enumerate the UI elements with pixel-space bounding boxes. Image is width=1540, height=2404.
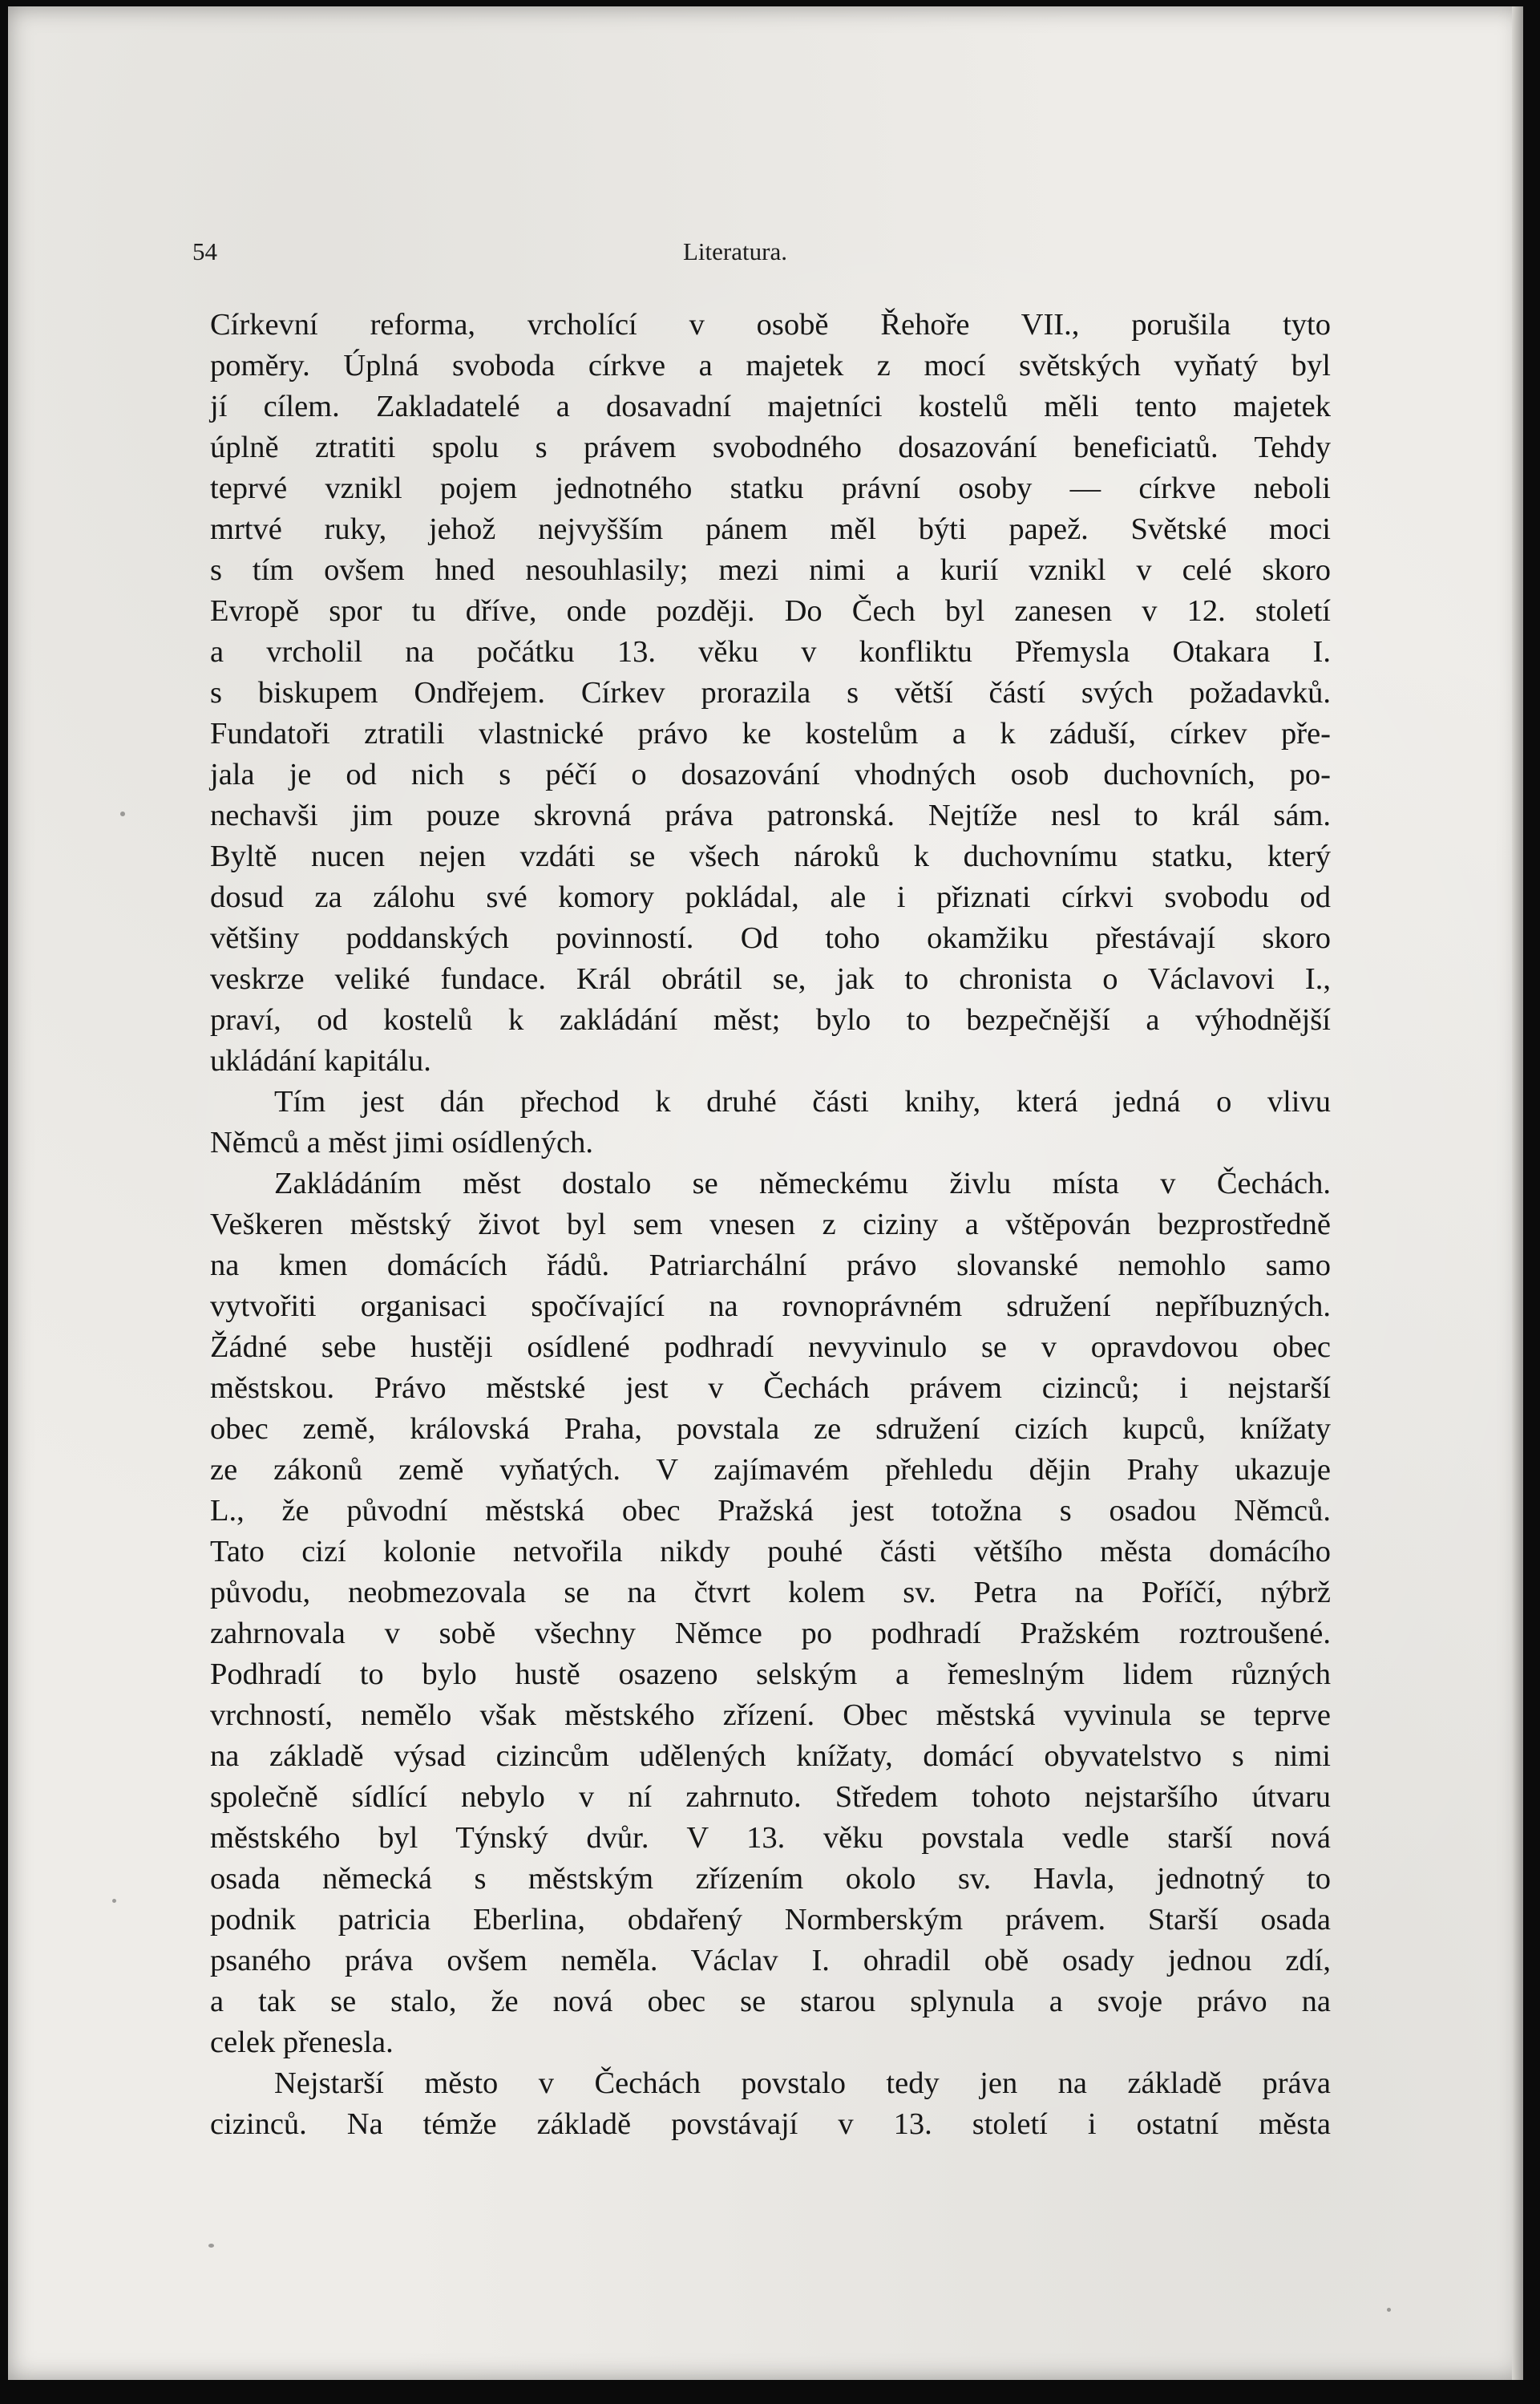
paper-speck xyxy=(112,1899,116,1903)
text-line: osada německá s městským zřízením okolo sv. Havla, jednotný to xyxy=(210,1862,1331,1896)
page-header xyxy=(192,237,1331,269)
text-line: mrtvé ruky, jehož nejvyšším pánem měl býti papež. Světské moci xyxy=(210,512,1331,546)
text-line: zahrnovala v sobě všechny Němce po podhradí Pražském roztroušené. xyxy=(210,1617,1331,1650)
text-line: praví, od kostelů k zakládání měst; bylo to bezpečnější a výhodnější xyxy=(210,1003,1331,1037)
text-line: a vrcholil na počátku 13. věku v konfliktu Přemysla Otakara I. xyxy=(210,635,1331,669)
book-page xyxy=(8,6,1523,2380)
text-line: Němců a měst jimi osídlených. xyxy=(210,1126,593,1160)
text-line: jí cílem. Zakladatelé a dosavadní majetníci kostelů měli tento majetek xyxy=(210,390,1331,423)
running-title: Literatura. xyxy=(683,237,787,265)
page-edge-shadow xyxy=(1512,6,1523,2380)
text-line: poměry. Úplná svoboda církve a majetek z mocí světských vyňatý byl xyxy=(210,349,1331,382)
text-line: Tato cizí kolonie netvořila nikdy pouhé části většího města domácího xyxy=(210,1535,1331,1568)
paper-speck xyxy=(208,2244,214,2248)
text-line: společně sídlící nebylo v ní zahrnuto. Středem tohoto nejstaršího útvaru xyxy=(210,1780,1331,1814)
text-line: Žádné sebe hustěji osídlené podhradí nevyvinulo se v opravdovou obec xyxy=(210,1330,1331,1364)
text-line: na základě výsad cizincům udělených knížaty, domácí obyvatelstvo s nimi xyxy=(210,1739,1331,1773)
text-line: nechavši jim pouze skrovná práva patronská. Nejtíže nesl to král sám. xyxy=(210,799,1331,832)
text-line: s biskupem Ondřejem. Církev prorazila s větší částí svých požadavků. xyxy=(210,676,1331,710)
text-line: a tak se stalo, že nová obec se starou splynula a svoje právo na xyxy=(210,1985,1331,2018)
text-line: Byltě nucen nejen vzdáti se všech nároků k duchovnímu statku, který xyxy=(210,840,1331,873)
text-line: Církevní reforma, vrcholící v osobě Řehoře VII., porušila tyto xyxy=(210,308,1331,342)
text-line: ze zákonů země vyňatých. V zajímavém přehledu dějin Prahy ukazuje xyxy=(210,1453,1331,1487)
text-line: Veškeren městský život byl sem vnesen z ciziny a vštěpován bezprostředně xyxy=(210,1208,1331,1241)
text-line: s tím ovšem hned nesouhlasily; mezi nimi a kurií vznikl v celé skoro xyxy=(210,553,1331,587)
text-line: celek přenesla. xyxy=(210,2026,394,2059)
page-number: 54 xyxy=(192,237,217,265)
paper-speck xyxy=(1387,2308,1391,2312)
text-line: Fundatoři ztratili vlastnické právo ke kostelům a k záduší, církev pře- xyxy=(210,717,1331,751)
text-line: psaného práva ovšem neměla. Václav I. ohradil obě osady jednou zdí, xyxy=(210,1944,1331,1977)
body-text xyxy=(210,305,1331,2145)
text-line: vrchností, nemělo však městského zřízení. Obec městská vyvinula se teprve xyxy=(210,1698,1331,1732)
text-line: městského byl Týnský dvůr. V 13. věku povstala vedle starší nová xyxy=(210,1821,1331,1855)
text-line: úplně ztratiti spolu s právem svobodného dosazování beneficiatů. Tehdy xyxy=(210,431,1331,464)
text-line: L., že původní městská obec Pražská jest totožna s osadou Němců. xyxy=(210,1494,1331,1528)
text-line: městskou. Právo městské jest v Čechách právem cizinců; i nejstarší xyxy=(210,1371,1331,1405)
text-line: dosud za zálohu své komory pokládal, ale i přiznati církvi svobodu od xyxy=(210,880,1331,914)
text-line: ukládání kapitálu. xyxy=(210,1044,431,1078)
text-line: Tím jest dán přechod k druhé části knihy, která jedná o vlivu xyxy=(274,1085,1331,1119)
text-line: Podhradí to bylo hustě osazeno selským a řemeslným lidem různých xyxy=(210,1657,1331,1691)
text-line: jala je od nich s péčí o dosazování vhodných osob duchovních, po- xyxy=(210,758,1331,791)
text-line: Zakládáním měst dostalo se německému živlu místa v Čechách. xyxy=(274,1167,1331,1200)
text-line: obec země, královská Praha, povstala ze sdružení cizích kupců, knížaty xyxy=(210,1412,1331,1446)
text-line: většiny poddanských povinností. Od toho okamžiku přestávají skoro xyxy=(210,921,1331,955)
text-line: na kmen domácích řádů. Patriarchální právo slovanské nemohlo samo xyxy=(210,1249,1331,1282)
text-line: cizinců. Na témže základě povstávají v 13. století i ostatní města xyxy=(210,2107,1331,2141)
text-line: vytvořiti organisaci spočívající na rovnoprávném sdružení nepříbuzných. xyxy=(210,1289,1331,1323)
text-line: Evropě spor tu dříve, onde později. Do Čech byl zanesen v 12. století xyxy=(210,594,1331,628)
text-line: podnik patricia Eberlina, obdařený Normberským právem. Starší osada xyxy=(210,1903,1331,1937)
text-line: teprvé vznikl pojem jednotného statku právní osoby — církve neboli xyxy=(210,471,1331,505)
text-line: původu, neobmezovala se na čtvrt kolem sv. Petra na Poříčí, nýbrž xyxy=(210,1576,1331,1609)
paper-speck xyxy=(120,811,125,816)
text-line: Nejstarší město v Čechách povstalo tedy jen na základě práva xyxy=(274,2066,1331,2100)
text-line: veskrze veliké fundace. Král obrátil se, jak to chronista o Václavovi I., xyxy=(210,962,1331,996)
